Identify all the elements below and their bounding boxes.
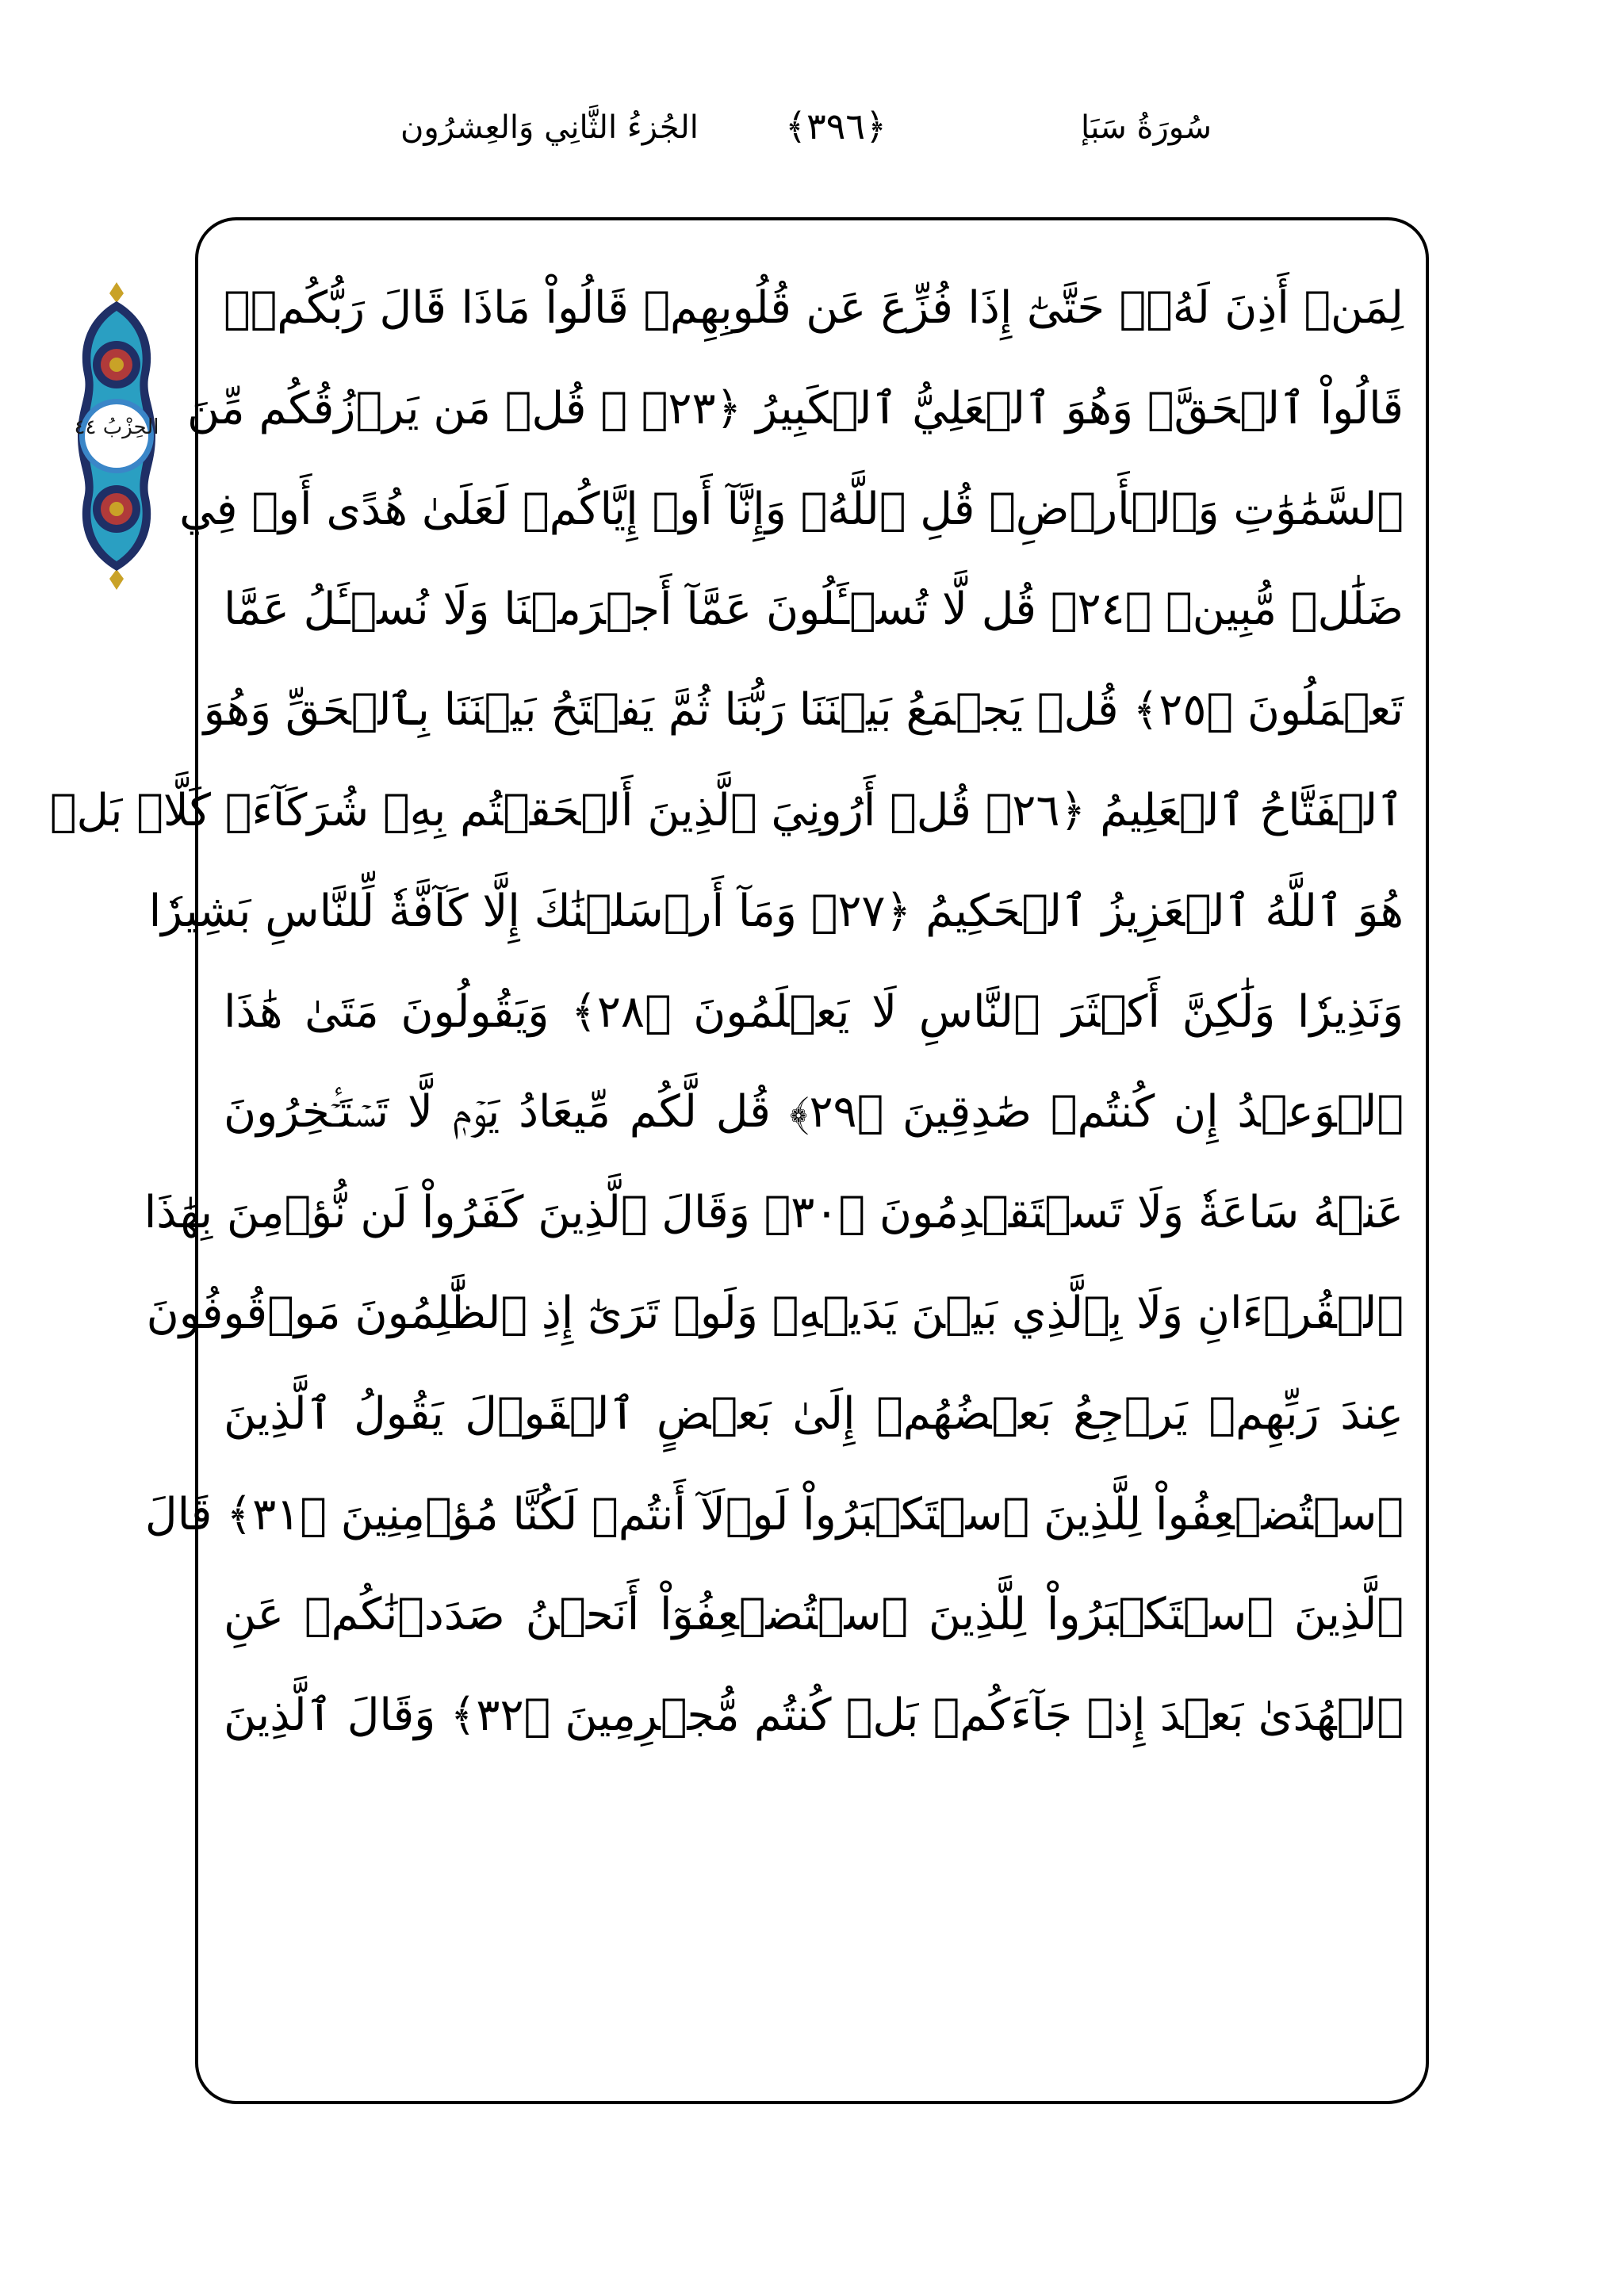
text-line: هُوَ ٱللَّهُ ٱلۡعَزِيزُ ٱلۡحَكِيمُ ﴿٢٧﴾ وَمَآ أَرۡسَلۡنَٰكَ إِلَّا كَآفَّةٗ لِّلنَّاسِ بَشِيرٗا — [148, 885, 1404, 937]
hizb-label: الحِزْبُ ٤٤ — [74, 415, 159, 439]
text-line: ضَلَٰلٖ مُّبِينٖ ﴿٢٤﴾ قُل لَّا تُسۡـَٔلُونَ عَمَّآ أَجۡرَمۡنَا وَلَا نُسۡـَٔلُ عَمَّا — [224, 584, 1404, 636]
hizb-marker — [67, 279, 167, 593]
text-line: لِمَنۡ أَذِنَ لَهُۥۚ حَتَّىٰٓ إِذَا فُزِّعَ عَن قُلُوبِهِمۡ قَالُواْ مَاذَا قَالَ رَبُّكُمۡۖ — [224, 282, 1404, 334]
juz-name: الجُزءُ الثَّانِي وَالعِشرُون — [400, 109, 699, 146]
text-line: وَنَذِيرٗا وَلَٰكِنَّ أَكۡثَرَ ٱلنَّاسِ لَا يَعۡلَمُونَ ﴿٢٨﴾ وَيَقُولُونَ مَتَىٰ هَٰذَا — [224, 985, 1404, 1038]
text-line: عَنۡهُ سَاعَةٗ وَلَا تَسۡتَقۡدِمُونَ ﴿٣٠﴾ وَقَالَ ٱلَّذِينَ كَفَرُواْ لَن نُّؤۡمِنَ بِهَٰذَا — [144, 1187, 1404, 1239]
text-line: ٱلسَّمَٰوَٰتِ وَٱلۡأَرۡضِۖ قُلِ ٱللَّهُۖ وَإِنَّآ أَوۡ إِيَّاكُمۡ لَعَلَىٰ هُدًى أَوۡ فِي — [179, 483, 1404, 535]
text-line: عِندَ رَبِّهِمۡ يَرۡجِعُ بَعۡضُهُمۡ إِلَىٰ بَعۡضٍ ٱلۡقَوۡلَ يَقُولُ ٱلَّذِينَ — [224, 1387, 1404, 1440]
surah-name: سُورَةُ سَبَإ — [1081, 109, 1212, 146]
text-line: ٱلۡهُدَىٰ بَعۡدَ إِذۡ جَآءَكُمۖ بَلۡ كُنتُم مُّجۡرِمِينَ ﴿٣٢﴾ وَقَالَ ٱلَّذِينَ — [224, 1689, 1404, 1742]
text-line: ٱلۡقُرۡءَانِ وَلَا بِٱلَّذِي بَيۡنَ يَدَيۡهِۗ وَلَوۡ تَرَىٰٓ إِذِ ٱلظَّٰلِمُونَ مَوۡقُوفُونَ — [146, 1287, 1404, 1339]
text-line: ٱلۡفَتَّاحُ ٱلۡعَلِيمُ ﴿٢٦﴾ قُلۡ أَرُونِيَ ٱلَّذِينَ أَلۡحَقۡتُم بِهِۦ شُرَكَآءَۖ كَلَّاۚ بَلۡ — [49, 784, 1404, 836]
page-header — [0, 103, 1624, 166]
text-line: ٱسۡتُضۡعِفُواْ لِلَّذِينَ ٱسۡتَكۡبَرُواْ لَوۡلَآ أَنتُمۡ لَكُنَّا مُؤۡمِنِينَ ﴿٣١﴾ قَالَ — [144, 1488, 1404, 1540]
text-line: تَعۡمَلُونَ ﴿٢٥﴾ قُلۡ يَجۡمَعُ بَيۡنَنَا رَبُّنَا ثُمَّ يَفۡتَحُ بَيۡنَنَا بِٱلۡحَقِّ وَهُوَ — [203, 684, 1404, 737]
text-line: قَالُواْ ٱلۡحَقَّۖ وَهُوَ ٱلۡعَلِيُّ ٱلۡكَبِيرُ ﴿٢٣﴾ ۞ قُلۡ مَن يَرۡزُقُكُم مِّنَ — [187, 382, 1404, 434]
page-number: ﴿٣٩٦﴾ — [785, 105, 887, 147]
text-line: ٱلَّذِينَ ٱسۡتَكۡبَرُواْ لِلَّذِينَ ٱسۡتُضۡعِفُوٓاْ أَنَحۡنُ صَدَدۡنَٰكُمۡ عَنِ — [224, 1589, 1404, 1641]
text-line: ٱلۡوَعۡدُ إِن كُنتُمۡ صَٰدِقِينَ ﴿٢٩﴾ قُل لَّكُم مِّيعَادُ يَوۡمٖ لَّا تَسۡتَـٔۡخِرُونَ — [224, 1086, 1404, 1138]
